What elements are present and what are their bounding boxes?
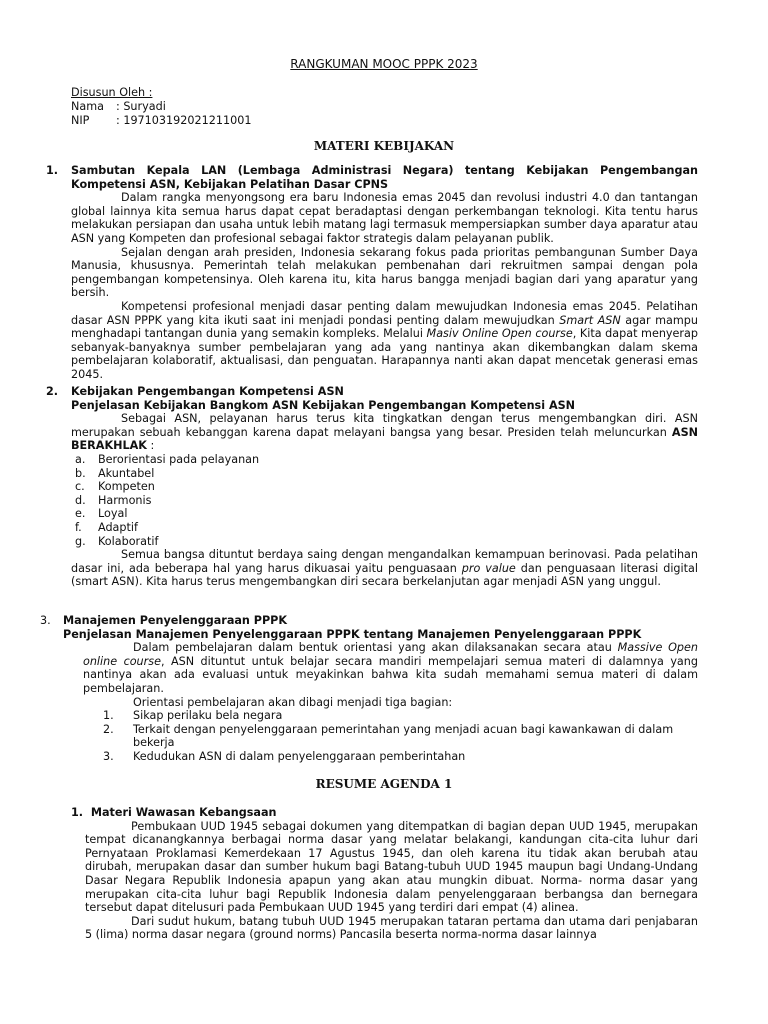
item-3-subtitle: Penjelasan Manajemen Penyelenggaraan PPPK tentang Manajemen Penyelenggaraan PPPK <box>63 627 642 641</box>
author-block <box>71 86 371 128</box>
item-2-number: 2. <box>46 385 59 398</box>
item-2-title: Kebijakan Pengembangan Kompetensi ASN <box>71 385 344 398</box>
item-1-number: 1. <box>46 164 59 177</box>
item-1-paragraph-3: Kompetensi profesional menjadi dasar penting dalam mewujudkan Indonesia emas 2045. Pelatihan dasar ASN PPPK yang kita ikuti saat ini menjadi pondasi penting dalam mewujudkan Smart ASN agar mampu menghadapi tantangan dunia yang semakin kompleks. Melalui Masiv Online Open course, Kita dapat menyerap sebanyak-banyaknya sumber pembelajaran yang ada yang nantinya akan dikembangkan dalam skema pembelajaran kolaboratif, aktualisasi, dan penguatan. Harapannya nanti akan dapat mencetak generasi emas 2045. <box>71 299 698 381</box>
item-3-title: Manajemen Penyelenggaraan PPPK <box>63 614 288 627</box>
list-item: b. Akuntabel <box>75 466 155 480</box>
asn-berakhlak-list <box>71 453 698 548</box>
item-1-paragraph-2: Sejalan dengan arah presiden, Indonesia sekarang fokus pada prioritas pembangunan Sumber Daya Manusia, khususnya. Pemerintah telah melakukan pembenahan dari rekruitmen sampai dengan pola pengembangan kompetensinya. Oleh karena itu, kita harus bangga menjadi bagian dari yang aparatur yang bersih. <box>71 245 698 300</box>
list-item: f. Adaptif <box>75 520 138 534</box>
list-item: c. Kompeten <box>75 480 155 494</box>
list-item: d. Harmonis <box>75 493 152 507</box>
compiled-by-label: Disusun Oleh : <box>71 86 153 99</box>
agenda-1-paragraph-1: Pembukaan UUD 1945 sebagai dokumen yang ditempatkan di bagian depan UUD 1945, merupakan tempat dicanangkannya berbagai norma dasar yang melatar belakangi, kandungan cita-cita luhur dari Pernyataan Proklamasi Kemerdekaan 17 Agustus 1945, dan oleh karena itu tidak akan berubah atau dirubah, merupakan dasar dan sumber hukum bagi Batang-tubuh UUD 1945 maupun bagi Undang-Undang Dasar Negara Republik Indonesia apapun yang akan atau mungkin dibuat. Norma- norma dasar yang merupakan cita-cita luhur bagi Republik Indonesia dalam penyelenggaraan berbangsa dan bernegara tersebut dapat ditelusuri pada Pembukaan UUD 1945 yang terdiri dari empat (4) alinea. <box>85 819 698 915</box>
list-item: 2. Terkait dengan penyelenggaraan pemerintahan yang menjadi acuan bagi kawankawan di dalam bekerja <box>103 722 674 750</box>
document-title: RANGKUMAN MOOC PPPK 2023 <box>290 57 478 71</box>
section-heading-materi-kebijakan: MATERI KEBIJAKAN <box>313 139 455 153</box>
item-1-paragraph-1: Dalam rangka menyongsong era baru Indonesia emas 2045 dan revolusi industri 4.0 dan tantangan global lainnya kita semua harus dapat cepat beradaptasi dengan perkembangan teknologi. Kita tentu harus melakukan persiapan dan usaha untuk lebih matang lagi termasuk mempersiapkan sumber daya aparatur atau ASN yang Kompeten dan profesional sebagai faktor strategis dalam pelayanan publik. <box>71 191 698 245</box>
agenda-1-title: 1. Materi Wawasan Kebangsaan <box>71 806 277 819</box>
item-2 <box>46 385 698 589</box>
section-heading-resume-agenda: RESUME AGENDA 1 <box>315 777 453 791</box>
item-2-subtitle: Penjelasan Kebijakan Bangkom ASN Kebijakan Pengembangan Kompetensi ASN <box>71 398 576 412</box>
list-item: 3. Kedudukan ASN di dalam penyelenggaraan pemberintahan <box>103 749 466 763</box>
list-item: a. Berorientasi pada pelayanan <box>75 452 260 466</box>
orientation-parts-list <box>83 709 698 763</box>
list-item: e. Loyal <box>75 507 128 521</box>
nip-value: : 197103192021211001 <box>116 113 252 127</box>
list-item: 1. Sikap perilaku bela negara <box>103 709 283 723</box>
item-1 <box>46 164 698 382</box>
item-3 <box>40 614 698 764</box>
item-2-paragraph-2: Semua bangsa dituntut berdaya saing dengan mengandalkan kemampuan berinovasi. Pada pelatihan dasar ini, ada beberapa hal yang harus dikuasai yaitu penguasaan pro value dan penguasaan literasi digital (smart ASN). Kita harus terus mengembangkan diri secara berkelanjutan agar menjadi ASN yang unggul. <box>71 548 698 589</box>
name-value: : Suryadi <box>116 99 166 113</box>
item-3-paragraph-1: Dalam pembelajaran dalam bentuk orientasi yang akan dilaksanakan secara atau Massive Open online course, ASN dituntut untuk belajar secara mandiri mempelajari semua materi di dalamnya yang nantinya akan ada evaluasi untuk meyakinkan bahwa kita sudah memahami semua materi di dalam pembelajaran. <box>83 641 698 695</box>
item-2-paragraph-1: Sebagai ASN, pelayanan harus terus kita tingkatkan dengan terus mengembangkan diri. ASN merupakan sebuah kebanggan karena dapat melayani bangsa yang besar. Presiden telah meluncurkan ASN BERAKHLAK : <box>71 412 698 453</box>
agenda-1-paragraph-2: Dari sudut hukum, batang tubuh UUD 1945 merupakan tataran pertama dan utama dari penjabaran 5 (lima) norma dasar negara (ground norms) Pancasila beserta norma-norma dasar lainnya <box>85 914 698 942</box>
name-label: Nama <box>71 99 104 113</box>
nip-label: NIP <box>71 113 90 127</box>
list-item: g. Kolaboratif <box>75 534 159 548</box>
item-3-number: 3. <box>40 614 51 627</box>
agenda-1 <box>71 806 698 942</box>
item-3-paragraph-2: Orientasi pembelajaran akan dibagi menjadi tiga bagian: <box>133 695 453 709</box>
item-1-title: Sambutan Kepala LAN (Lembaga Administrasi Negara) tentang Kebijakan Pengembangan Kompetensi ASN, Kebijakan Pelatihan Dasar CPNS <box>71 164 698 191</box>
